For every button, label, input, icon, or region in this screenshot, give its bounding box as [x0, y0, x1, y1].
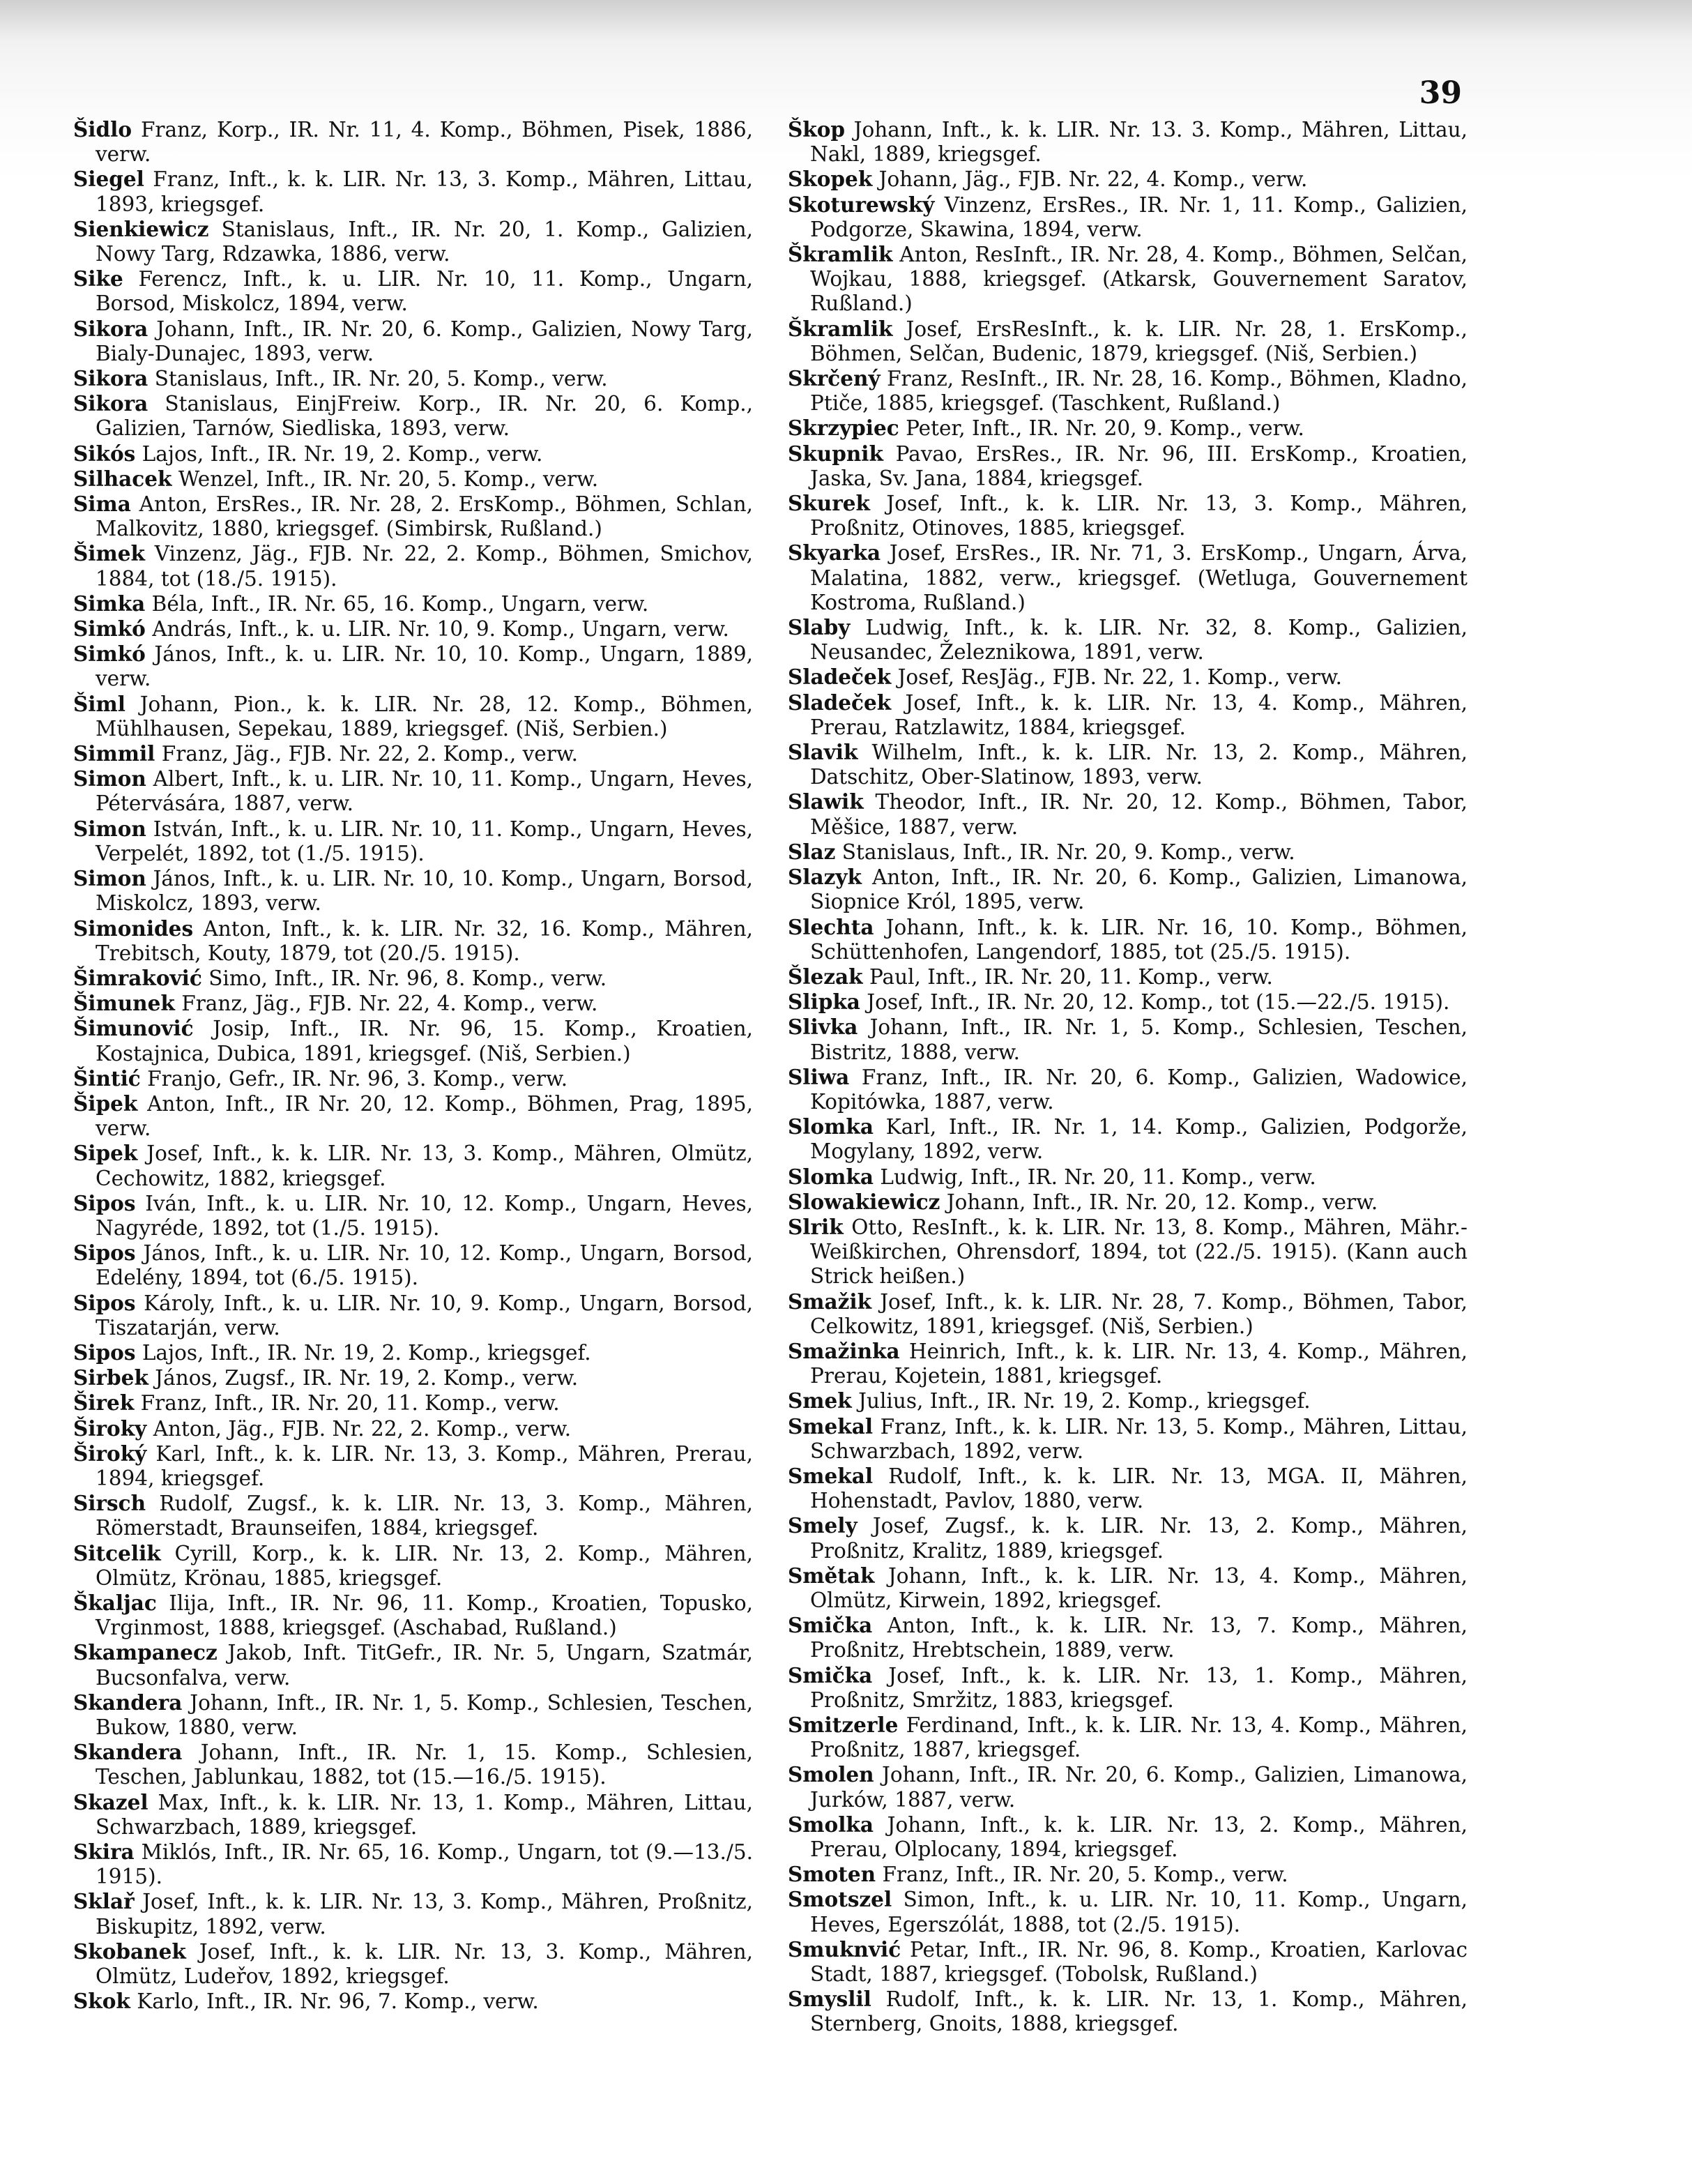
list-item [73, 366, 753, 391]
entry-details: Stanislaus, Inft., IR. Nr. 20, 1. Komp., Galizien, Nowy Targ, Rdzawka, 1886, verw. [96, 217, 753, 266]
entry-surname: Slomka [788, 1164, 874, 1189]
entry-surname: Smek [788, 1388, 852, 1413]
entry-details: Josef, Inft., k. k. LIR. Nr. 28, 7. Komp., Böhmen, Tabor, Celkowitz, 1891, kriegsgef. (Niš, Serbien.) [810, 1289, 1468, 1338]
right-column [788, 117, 1468, 2037]
list-item [788, 964, 1468, 989]
entry-details: Stanislaus, EinjFreiw. Korp., IR. Nr. 20, 6. Komp., Galizien, Tarnów, Siedliska, 1893, verw. [96, 392, 754, 441]
list-item [788, 989, 1468, 1015]
entry-details: Johann, Inft., IR. Nr. 20, 12. Komp., verw. [946, 1190, 1378, 1214]
entry-surname: Sienkiewicz [73, 216, 209, 241]
entry-surname: Slowakiewicz [788, 1189, 940, 1214]
list-item [73, 167, 753, 216]
list-item [788, 1215, 1468, 1289]
entry-details: Franz, Inft., k. k. LIR. Nr. 13, 3. Komp., Mähren, Littau, 1893, kriegsgef. [96, 167, 753, 216]
entry-surname: Široký [73, 1441, 147, 1466]
entry-details: Otto, ResInft., k. k. LIR. Nr. 13, 8. Komp., Mähren, Mähr.-Weißkirchen, Ohrensdorf, 1894, tot (22./5. 1915). (Kann auch Strick heißen.) [810, 1215, 1468, 1289]
entry-surname: Sipek [73, 1141, 138, 1166]
entry-details: Johann, Inft., IR. Nr. 1, 15. Komp., Schlesien, Teschen, Jablunkau, 1882, tot (15.—16./5. 1915). [96, 1741, 753, 1789]
list-item [788, 1414, 1468, 1464]
list-item [788, 789, 1468, 839]
list-item [788, 1065, 1468, 1114]
left-column [73, 117, 753, 2014]
list-item [73, 591, 753, 616]
entry-details: Anton, Inft., IR. Nr. 20, 6. Komp., Galizien, Limanowa, Siopnice Król, 1895, verw. [810, 865, 1468, 914]
list-item [788, 1165, 1468, 1190]
entry-surname: Skandera [73, 1690, 183, 1715]
entry-details: Miklós, Inft., IR. Nr. 65, 16. Komp., Ungarn, tot (9.—13./5. 1915). [96, 1840, 753, 1889]
entry-surname: Slechta [788, 914, 874, 939]
entry-details: Paul, Inft., IR. Nr. 20, 11. Komp., verw. [869, 964, 1273, 989]
list-item [73, 1939, 753, 1989]
list-item [73, 1591, 753, 1640]
entry-details: Johann, Inft., k. k. LIR. Nr. 13, 4. Komp., Mähren, Olmütz, Kirwein, 1892, kriegsgef. [810, 1563, 1468, 1612]
entry-surname: Sladeček [788, 690, 892, 715]
list-item [788, 242, 1468, 317]
entry-details: Johann, Inft., k. k. LIR. Nr. 13, 2. Komp., Mähren, Prerau, Olplocany, 1894, kriegsgef. [810, 1812, 1468, 1862]
entry-surname: Šintić [73, 1066, 141, 1091]
entry-surname: Slrik [788, 1214, 844, 1239]
entry-surname: Simon [73, 766, 146, 791]
list-item [73, 616, 753, 642]
list-item [73, 317, 753, 366]
list-item [788, 1862, 1468, 1887]
entry-details: Franz, Inft., IR. Nr. 20, 11. Komp., verw. [140, 1391, 560, 1416]
list-item [788, 1987, 1468, 2036]
list-item [788, 366, 1468, 416]
entry-surname: Slomka [788, 1114, 874, 1139]
list-item [788, 740, 1468, 789]
entry-details: Vinzenz, ErsRes., IR. Nr. 1, 11. Komp., Galizien, Podgorze, Skawina, 1894, verw. [810, 192, 1468, 241]
entry-details: Lajos, Inft., IR. Nr. 19, 2. Komp., kriegsgef. [142, 1340, 591, 1365]
entry-surname: Smolen [788, 1762, 874, 1787]
entry-surname: Škramlik [788, 242, 893, 267]
entry-surname: Široky [73, 1416, 147, 1441]
list-item [788, 840, 1468, 865]
list-item [73, 1390, 753, 1416]
entry-details: Albert, Inft., k. u. LIR. Nr. 10, 11. Komp., Ungarn, Heves, Pétervására, 1887, verw. [96, 767, 753, 816]
entry-details: Josef, Inft., k. k. LIR. Nr. 13, 1. Komp., Mähren, Proßnitz, Smržitz, 1883, kriegsgef. [810, 1663, 1468, 1712]
list-item [788, 491, 1468, 540]
list-item [788, 1015, 1468, 1064]
entry-details: Josef, Inft., k. k. LIR. Nr. 13, 3. Komp., Mähren, Olmütz, Ludeřov, 1892, kriegsgef. [96, 1939, 753, 1989]
entry-surname: Sirbek [73, 1365, 148, 1390]
entry-surname: Skrčený [788, 366, 881, 391]
entry-surname: Skobanek [73, 1939, 186, 1964]
entry-details: Ilija, Inft., IR. Nr. 96, 11. Komp., Kroatien, Topusko, Vrginmost, 1888, kriegsgef. (Aschabad, Rußland.) [96, 1591, 753, 1640]
entry-details: Pavao, ErsRes., IR. Nr. 96, III. ErsKomp., Kroatien, Jaska, Sv. Jana, 1884, kriegsgef. [810, 441, 1468, 490]
entry-surname: Skok [73, 1989, 130, 2014]
entry-details: János, Inft., k. u. LIR. Nr. 10, 10. Komp., Ungarn, 1889, verw. [96, 642, 753, 691]
list-item [788, 540, 1468, 615]
page-number: 39 [1419, 75, 1462, 111]
list-item [788, 1713, 1468, 1762]
list-item [788, 1289, 1468, 1339]
list-item [73, 1416, 753, 1441]
entry-surname: Smolka [788, 1812, 874, 1837]
entry-surname: Skira [73, 1840, 135, 1865]
entry-details: Ferdinand, Inft., k. k. LIR. Nr. 13, 4. Komp., Mähren, Proßnitz, 1887, kriegsgef. [810, 1713, 1468, 1762]
list-item [788, 416, 1468, 441]
list-item [788, 117, 1468, 167]
entry-details: Vinzenz, Jäg., FJB. Nr. 22, 2. Komp., Böhmen, Smichov, 1884, tot (18./5. 1915). [96, 542, 753, 591]
entry-surname: Sikós [73, 441, 136, 466]
list-item [788, 441, 1468, 491]
entry-details: Johann, Pion., k. k. LIR. Nr. 28, 12. Komp., Böhmen, Mühlhausen, Sepekau, 1889, kriegsgef. (Niš, Serbien.) [96, 692, 753, 741]
entry-surname: Skopek [788, 167, 873, 192]
list-item [73, 1840, 753, 1889]
entry-surname: Skrzypiec [788, 416, 899, 441]
entry-surname: Simkó [73, 616, 146, 642]
list-item [73, 1441, 753, 1491]
entry-surname: Sipos [73, 1340, 136, 1365]
list-item [788, 1937, 1468, 1987]
entry-surname: Smětak [788, 1563, 875, 1588]
entry-surname: Širek [73, 1390, 135, 1416]
entry-surname: Simka [73, 591, 146, 616]
entry-details: Stanislaus, Inft., IR. Nr. 20, 9. Komp., verw. [841, 840, 1295, 864]
entry-surname: Skoturewský [788, 192, 935, 217]
entry-details: Johann, Inft., IR. Nr. 1, 5. Komp., Schlesien, Teschen, Bukow, 1880, verw. [96, 1690, 753, 1739]
entry-surname: Smekal [788, 1463, 874, 1488]
entry-surname: Skandera [73, 1740, 183, 1765]
list-item [73, 541, 753, 591]
entry-details: Johann, Jäg., FJB. Nr. 22, 4. Komp., verw. [878, 167, 1308, 192]
entry-surname: Sliwa [788, 1064, 850, 1089]
entry-surname: Smička [788, 1613, 873, 1638]
entry-surname: Simon [73, 866, 146, 891]
entry-details: Ludwig, Inft., k. k. LIR. Nr. 32, 8. Komp., Galizien, Neusandec, Železnikowa, 1891, verw. [810, 616, 1468, 665]
list-item [73, 1241, 753, 1290]
list-item [788, 1464, 1468, 1513]
entry-details: Josef, ErsRes., IR. Nr. 71, 3. ErsKomp., Ungarn, Árva, Malatina, 1882, verw., kriegsgef. (Wetluga, Gouvernement Kostroma, Rußland.) [810, 541, 1468, 614]
entry-surname: Sitcelik [73, 1540, 161, 1565]
entry-surname: Sikora [73, 366, 148, 391]
entry-details: Anton, Inft., k. k. LIR. Nr. 13, 7. Komp., Mähren, Proßnitz, Hrebtschein, 1889, verw. [810, 1614, 1468, 1662]
list-item [73, 1790, 753, 1840]
entry-surname: Slivka [788, 1015, 858, 1040]
entry-surname: Sikora [73, 316, 148, 341]
list-item [788, 1887, 1468, 1936]
list-item [73, 741, 753, 766]
entry-details: Franz, Jäg., FJB. Nr. 22, 4. Komp., verw. [181, 992, 598, 1016]
entry-details: Lajos, Inft., IR. Nr. 19, 2. Komp., verw. [142, 441, 543, 466]
entry-surname: Sikora [73, 391, 148, 416]
entry-details: Franz, Inft., k. k. LIR. Nr. 13, 5. Komp., Mähren, Littau, Schwarzbach, 1892, verw. [810, 1414, 1468, 1463]
entry-surname: Slaz [788, 839, 836, 864]
list-item [73, 492, 753, 541]
list-item [73, 1291, 753, 1340]
entry-surname: Simonides [73, 916, 194, 941]
entry-details: Petar, Inft., IR. Nr. 96, 8. Komp., Kroatien, Karlovac Stadt, 1887, kriegsgef. (Tobolsk, Rußland.) [810, 1937, 1468, 1987]
entry-surname: Šimraković [73, 965, 202, 990]
list-item [788, 1613, 1468, 1662]
entry-details: Max, Inft., k. k. LIR. Nr. 13, 1. Komp., Mähren, Littau, Schwarzbach, 1889, kriegsgef. [96, 1790, 753, 1839]
entry-surname: Škramlik [788, 316, 893, 341]
list-item [788, 1563, 1468, 1613]
list-item [73, 467, 753, 492]
list-item [73, 1016, 753, 1066]
entry-details: Franz, Inft., IR. Nr. 20, 6. Komp., Galizien, Wadowice, Kopitówka, 1887, verw. [810, 1065, 1468, 1114]
entry-details: Jakob, Inft. TitGefr., IR. Nr. 5, Ungarn, Szatmár, Bucsonfalva, verw. [96, 1641, 753, 1690]
entry-details: András, Inft., k. u. LIR. Nr. 10, 9. Komp., Ungarn, verw. [152, 617, 729, 642]
entry-details: Johann, Inft., IR. Nr. 20, 6. Komp., Galizien, Nowy Targ, Bialy-Dunajec, 1893, verw. [96, 317, 753, 365]
entry-details: János, Inft., k. u. LIR. Nr. 10, 10. Komp., Ungarn, Borsod, Miskolcz, 1893, verw. [96, 867, 753, 916]
list-item [73, 1690, 753, 1740]
entry-details: Béla, Inft., IR. Nr. 65, 16. Komp., Ungarn, verw. [151, 591, 649, 616]
list-item [788, 865, 1468, 914]
list-item [73, 1091, 753, 1141]
list-item [788, 1190, 1468, 1215]
list-item [73, 1740, 753, 1789]
list-item [788, 1513, 1468, 1563]
entry-details: Heinrich, Inft., k. k. LIR. Nr. 13, 4. Komp., Mähren, Prerau, Kojetein, 1881, kriegsgef. [810, 1339, 1468, 1388]
entry-details: Stanislaus, Inft., IR. Nr. 20, 5. Komp., verw. [154, 367, 608, 391]
entry-surname: Šimek [73, 541, 145, 566]
entry-details: Karlo, Inft., IR. Nr. 96, 7. Komp., verw. [137, 1989, 539, 2014]
list-item [73, 866, 753, 916]
entry-surname: Sipos [73, 1290, 136, 1315]
entry-details: Josef, Zugsf., k. k. LIR. Nr. 13, 2. Komp., Mähren, Proßnitz, Kralitz, 1889, kriegsgef. [810, 1514, 1468, 1563]
entry-surname: Smekal [788, 1413, 874, 1439]
entry-surname: Silhacek [73, 466, 172, 491]
list-item [73, 441, 753, 467]
list-item [73, 916, 753, 966]
list-item [73, 966, 753, 991]
list-item [73, 817, 753, 866]
entry-details: Anton, Inft., IR Nr. 20, 12. Komp., Böhmen, Prag, 1895, verw. [96, 1091, 753, 1141]
list-item [788, 1663, 1468, 1713]
entry-details: Johann, Inft., k. k. LIR. Nr. 13. 3. Komp., Mähren, Littau, Nakl, 1889, kriegsgef. [810, 118, 1468, 167]
entry-details: Rudolf, Inft., k. k. LIR. Nr. 13, MGA. II, Mähren, Hohenstadt, Pavlov, 1880, verw. [810, 1464, 1468, 1513]
entry-details: Johann, Inft., IR. Nr. 1, 5. Komp., Schlesien, Teschen, Bistritz, 1888, verw. [810, 1015, 1468, 1064]
entry-surname: Smažinka [788, 1338, 900, 1363]
entry-surname: Šimunović [73, 1016, 194, 1041]
list-item [73, 1340, 753, 1365]
entry-details: István, Inft., k. u. LIR. Nr. 10, 11. Komp., Ungarn, Heves, Verpelét, 1892, tot (1./5. 1915). [96, 817, 753, 865]
entry-details: Franjo, Gefr., IR. Nr. 96, 3. Komp., verw. [147, 1066, 568, 1091]
entry-details: János, Inft., k. u. LIR. Nr. 10, 12. Komp., Ungarn, Borsod, Edelény, 1894, tot (6./5. 1915). [96, 1241, 753, 1290]
list-item [73, 1640, 753, 1690]
entry-details: János, Zugsf., IR. Nr. 19, 2. Komp., verw. [155, 1366, 579, 1390]
entry-details: Ludwig, Inft., IR. Nr. 20, 11. Komp., verw. [880, 1165, 1316, 1189]
entry-surname: Škop [788, 117, 846, 142]
list-item [788, 167, 1468, 192]
list-item [73, 991, 753, 1016]
list-item [788, 1388, 1468, 1413]
entry-surname: Smotszel [788, 1887, 892, 1912]
entry-surname: Slaby [788, 615, 851, 640]
entry-details: Rudolf, Zugsf., k. k. LIR. Nr. 13, 3. Komp., Mähren, Römerstadt, Braunseifen, 1884, kriegsgef. [96, 1492, 753, 1540]
entry-surname: Smyslil [788, 1987, 871, 2012]
entry-details: Theodor, Inft., IR. Nr. 20, 12. Komp., Böhmen, Tabor, Měšice, 1887, verw. [810, 790, 1468, 839]
entry-details: Karl, Inft., k. k. LIR. Nr. 13, 3. Komp., Mähren, Prerau, 1894, kriegsgef. [96, 1441, 753, 1490]
entry-details: Josef, Inft., k. k. LIR. Nr. 13, 4. Komp., Mähren, Prerau, Ratzlawitz, 1884, kriegsgef. [810, 690, 1468, 739]
entry-surname: Skazel [73, 1789, 148, 1814]
entry-details: Peter, Inft., IR. Nr. 20, 9. Komp., verw. [906, 416, 1304, 441]
entry-details: Josef, ErsResInft., k. k. LIR. Nr. 28, 1. ErsKomp., Böhmen, Selčan, Budenic, 1879, kriegsgef. (Niš, Serbien.) [810, 317, 1468, 365]
list-item [788, 615, 1468, 665]
list-item [73, 1191, 753, 1241]
entry-surname: Šidlo [73, 117, 132, 142]
list-item [73, 692, 753, 741]
entry-surname: Siegel [73, 167, 144, 192]
entry-surname: Sike [73, 266, 123, 291]
entry-surname: Simkó [73, 642, 146, 667]
entry-details: Wilhelm, Inft., k. k. LIR. Nr. 13, 2. Komp., Mähren, Datschitz, Ober-Slatinow, 1893, verw. [810, 741, 1468, 789]
list-item [73, 1491, 753, 1540]
entry-surname: Sipos [73, 1241, 136, 1266]
entry-details: Anton, ResInft., IR. Nr. 28, 4. Komp., Böhmen, Selčan, Wojkau, 1888, kriegsgef. (Atkarsk, Gouvernement Saratov, Rußland.) [810, 243, 1468, 316]
entry-details: Anton, ErsRes., IR. Nr. 28, 2. ErsKomp., Böhmen, Schlan, Malkovitz, 1880, kriegsgef. (Simbirsk, Rußland.) [96, 492, 753, 541]
entry-surname: Šimunek [73, 991, 175, 1016]
list-item [73, 117, 753, 167]
entry-surname: Šiml [73, 691, 125, 716]
entry-surname: Smely [788, 1513, 858, 1538]
entry-details: Wenzel, Inft., IR. Nr. 20, 5. Komp., verw. [178, 467, 599, 491]
list-item [788, 1339, 1468, 1388]
list-item [73, 1541, 753, 1591]
entry-details: Franz, Jäg., FJB. Nr. 22, 2. Komp., verw. [161, 742, 578, 766]
entry-details: Josef, Inft., k. k. LIR. Nr. 13, 3. Komp., Mähren, Proßnitz, Otinoves, 1885, kriegsgef. [810, 492, 1468, 540]
entry-details: Simo, Inft., IR. Nr. 96, 8. Komp., verw. [208, 966, 607, 990]
entry-details: Anton, Jäg., FJB. Nr. 22, 2. Komp., verw. [153, 1416, 572, 1441]
entry-surname: Skupnik [788, 441, 883, 466]
entry-surname: Smitzerle [788, 1713, 899, 1737]
list-item [788, 192, 1468, 242]
entry-surname: Smažik [788, 1289, 872, 1314]
list-item [73, 766, 753, 816]
list-item [73, 1141, 753, 1190]
entry-details: Franz, Inft., IR. Nr. 20, 5. Komp., verw. [882, 1863, 1288, 1887]
entry-surname: Slawik [788, 789, 864, 814]
entry-details: Johann, Inft., k. k. LIR. Nr. 16, 10. Komp., Böhmen, Schüttenhofen, Langendorf, 1885, tot (25./5. 1915). [810, 915, 1468, 964]
entry-details: Josef, Inft., k. k. LIR. Nr. 13, 3. Komp., Mähren, Olmütz, Cechowitz, 1882, kriegsgef. [96, 1142, 753, 1190]
entry-surname: Šlezak [788, 964, 863, 989]
entry-surname: Sladeček [788, 665, 892, 690]
entry-surname: Šipek [73, 1091, 138, 1116]
list-item [73, 1365, 753, 1390]
list-item [73, 266, 753, 316]
entry-surname: Sima [73, 492, 131, 517]
entry-details: Károly, Inft., k. u. LIR. Nr. 10, 9. Komp., Ungarn, Borsod, Tiszatarján, verw. [96, 1291, 753, 1340]
entry-surname: Simmil [73, 741, 155, 766]
entry-surname: Smoten [788, 1862, 876, 1887]
entry-surname: Smička [788, 1662, 873, 1688]
entry-surname: Slipka [788, 989, 860, 1015]
list-item [73, 1066, 753, 1091]
list-item [73, 391, 753, 441]
list-item [788, 1114, 1468, 1164]
entry-details: Josef, Inft., k. k. LIR. Nr. 13, 3. Komp., Mähren, Proßnitz, Biskupitz, 1892, verw. [96, 1890, 753, 1939]
entry-surname: Slazyk [788, 865, 862, 890]
entry-details: Julius, Inft., IR. Nr. 19, 2. Komp., kriegsgef. [858, 1389, 1311, 1413]
entry-details: Johann, Inft., IR. Nr. 20, 6. Komp., Galizien, Limanowa, Jurków, 1887, verw. [810, 1763, 1468, 1812]
list-item [788, 1812, 1468, 1862]
entry-details: Rudolf, Inft., k. k. LIR. Nr. 13, 1. Komp., Mähren, Sternberg, Gnoits, 1888, kriegsgef. [810, 1987, 1468, 2036]
entry-details: Iván, Inft., k. u. LIR. Nr. 10, 12. Komp., Ungarn, Heves, Nagyréde, 1892, tot (1./5. 1915). [96, 1191, 753, 1240]
list-item [73, 1989, 753, 2014]
entry-details: Franz, ResInft., IR. Nr. 28, 16. Komp., Böhmen, Kladno, Ptiče, 1885, kriegsgef. (Taschkent, Rußland.) [810, 367, 1468, 416]
entry-details: Franz, Korp., IR. Nr. 11, 4. Komp., Böhmen, Pisek, 1886, verw. [96, 118, 753, 167]
list-item [788, 915, 1468, 964]
entry-details: Anton, Inft., k. k. LIR. Nr. 32, 16. Komp., Mähren, Trebitsch, Kouty, 1879, tot (20./5. 1915). [96, 916, 753, 965]
entry-details: Ferencz, Inft., k. u. LIR. Nr. 10, 11. Komp., Ungarn, Borsod, Miskolcz, 1894, verw. [96, 267, 753, 316]
entry-details: Simon, Inft., k. u. LIR. Nr. 10, 11. Komp., Ungarn, Heves, Egerszólát, 1888, tot (2./5. 1915). [810, 1888, 1468, 1936]
entry-surname: Slavik [788, 740, 858, 765]
list-item [73, 217, 753, 266]
entry-surname: Sirsch [73, 1491, 146, 1516]
list-item [788, 690, 1468, 740]
entry-details: Josef, ResJäg., FJB. Nr. 22, 1. Komp., verw. [897, 665, 1342, 690]
entry-surname: Simon [73, 816, 146, 841]
list-item [73, 642, 753, 691]
entry-details: Cyrill, Korp., k. k. LIR. Nr. 13, 2. Komp., Mähren, Olmütz, Krönau, 1885, kriegsgef. [96, 1541, 753, 1590]
entry-surname: Škaljac [73, 1590, 157, 1615]
list-item [73, 1889, 753, 1939]
entry-surname: Sklař [73, 1889, 135, 1914]
entry-details: Josip, Inft., IR. Nr. 96, 15. Komp., Kroatien, Kostajnica, Dubica, 1891, kriegsgef. (Niš, Serbien.) [96, 1017, 753, 1066]
entry-surname: Sipos [73, 1190, 136, 1215]
list-item [788, 317, 1468, 366]
entry-surname: Skampanecz [73, 1640, 218, 1665]
entry-surname: Skurek [788, 491, 870, 516]
list-item [788, 665, 1468, 690]
entry-surname: Skyarka [788, 540, 881, 566]
list-item [788, 1762, 1468, 1812]
entry-surname: Smuknvić [788, 1936, 901, 1962]
entry-details: Karl, Inft., IR. Nr. 1, 14. Komp., Galizien, Podgorže, Mogylany, 1892, verw. [810, 1115, 1468, 1164]
entry-details: Josef, Inft., IR. Nr. 20, 12. Komp., tot (15.—22./5. 1915). [867, 990, 1450, 1015]
